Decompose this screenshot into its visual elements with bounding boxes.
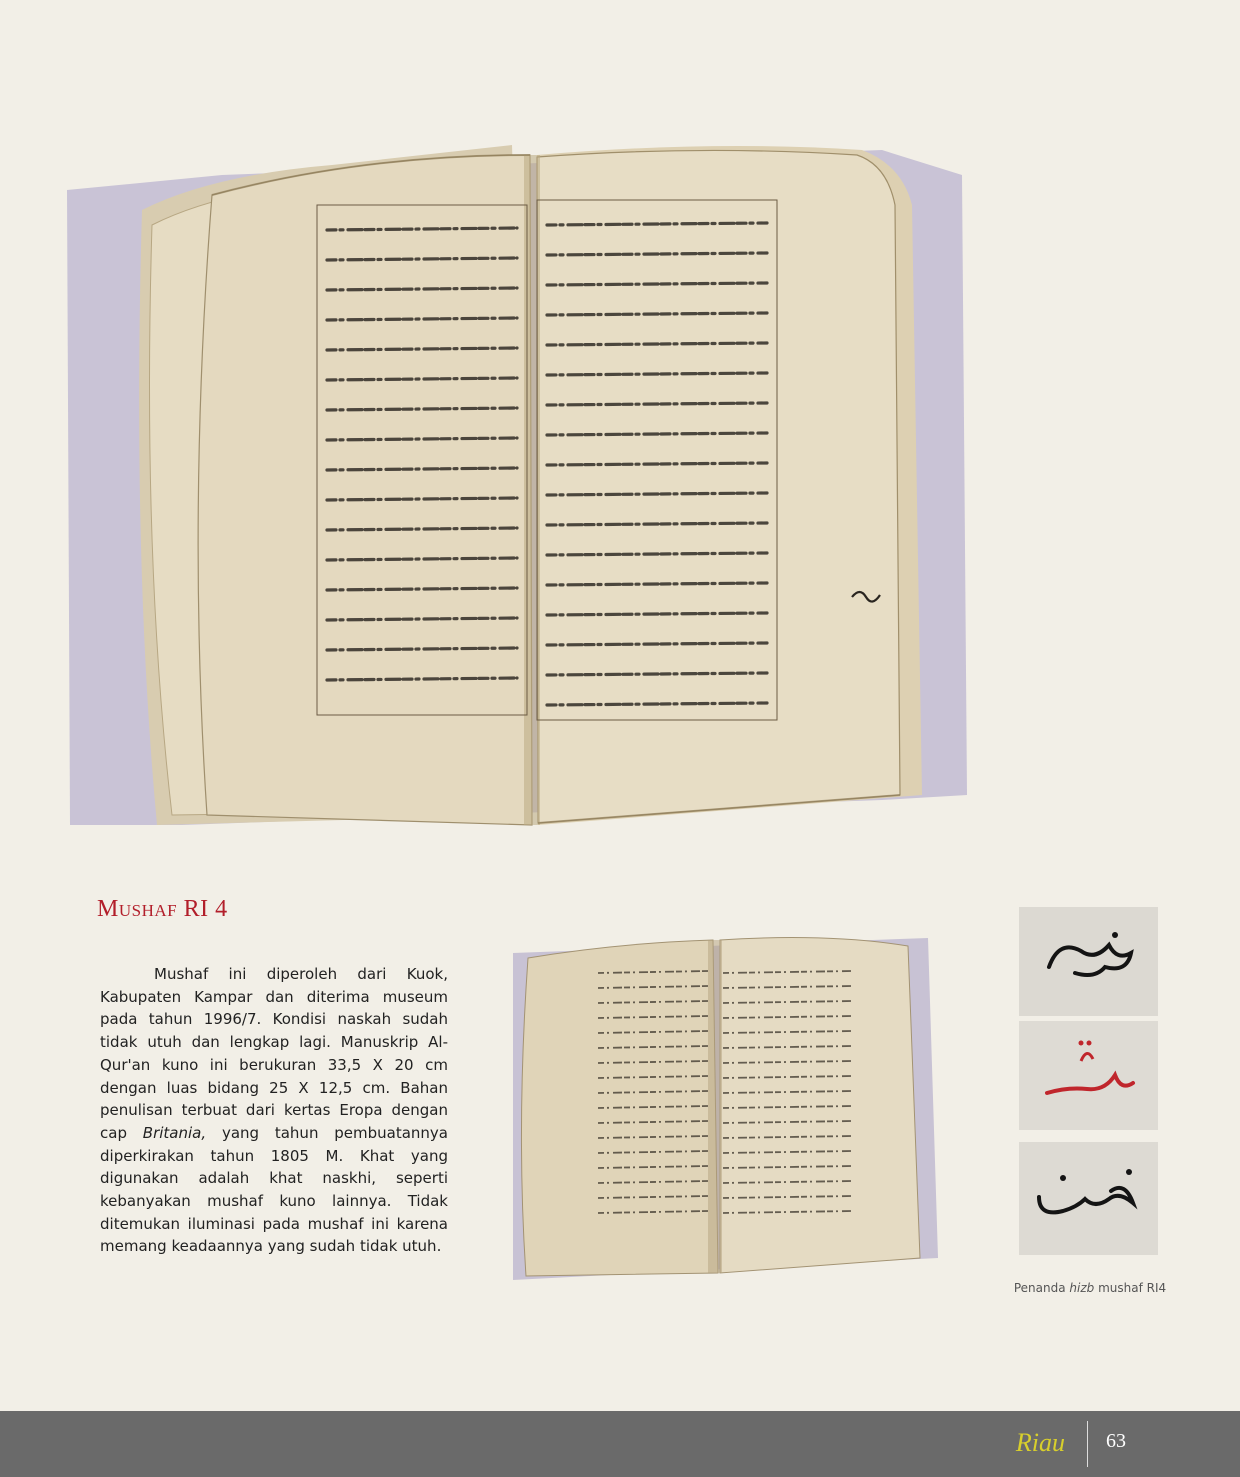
- section-title: Mushaf RI 4: [97, 896, 228, 922]
- page-number: 63: [1106, 1430, 1126, 1452]
- page-footer: [0, 1411, 1240, 1477]
- footer-divider: [1087, 1421, 1088, 1467]
- hizb-marker-nisf: [1019, 1142, 1158, 1255]
- hizb-marker-tsumun: [1019, 1021, 1158, 1130]
- tsumun-marker-image: [1019, 1021, 1158, 1130]
- manuscript-illustration: [62, 135, 974, 835]
- manuscript-photo-main: [62, 135, 974, 835]
- description-paragraph: [100, 963, 448, 1258]
- manuscript-photo-secondary: [508, 928, 938, 1284]
- caption-italic: hizb: [1069, 1281, 1095, 1295]
- footer-title: Riau: [1015, 1428, 1065, 1457]
- description-part-1: Mushaf ini diperoleh dari Kuok, Kabupaten Kampar dan diterima museum pada tahun 1996/7. Kondisi naskah sudah tidak utuh dan lengkap lagi. Manuskrip Al-Qur'an kuno ini berukuran 33,5 X 20 cm dengan luas bidang 25 X 12,5 cm. Bahan penulisan terbuat dari kertas Eropa dengan cap: [100, 965, 448, 1142]
- hizb-marker-rubu: [1019, 907, 1158, 1016]
- figure-caption: [990, 1281, 1190, 1295]
- description-part-2: yang tahun pembuatannya diperkirakan tahun 1805 M. Khat yang digunakan adalah khat naskhi, seperti kebanyakan mushaf kuno lainnya. Tidak ditemukan iluminasi pada mushaf ini karena memang keadaannya yang sudah tidak utuh.: [100, 1123, 448, 1256]
- nisf-marker-image: [1019, 1142, 1158, 1255]
- manuscript-illustration-small: [508, 928, 938, 1284]
- caption-prefix: Penanda: [1013, 1281, 1070, 1295]
- description-emphasis: Britania,: [142, 1123, 207, 1142]
- rubu-marker-image: [1019, 907, 1158, 1016]
- caption-suffix: mushaf RI4: [1094, 1281, 1167, 1295]
